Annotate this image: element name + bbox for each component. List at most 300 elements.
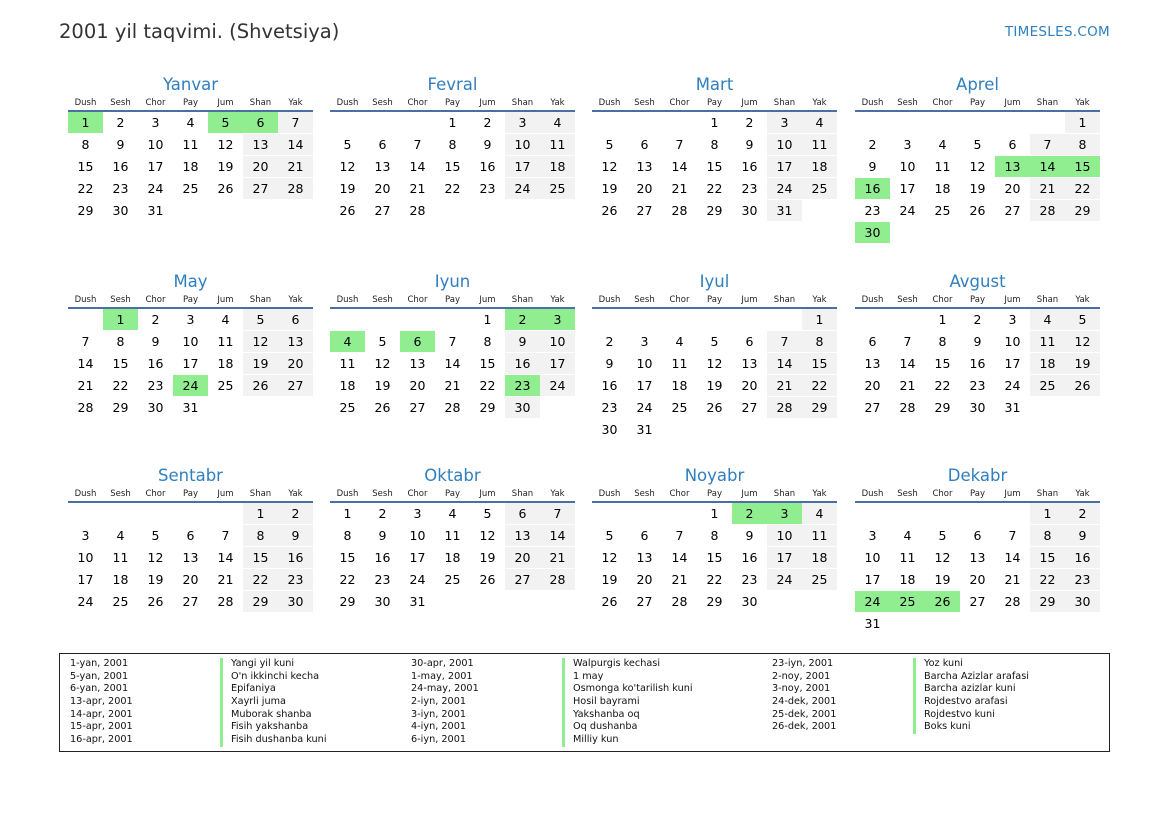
day-cell: 28 bbox=[662, 591, 697, 613]
day-cell: 16 bbox=[138, 353, 173, 375]
weekday-label: Sesh bbox=[634, 489, 655, 499]
weekday-label: Sesh bbox=[372, 98, 393, 108]
day-cell: 24 bbox=[890, 200, 925, 222]
holiday-name: Barcha azizlar kuni bbox=[913, 683, 1029, 696]
weekend-day-cell: 10 bbox=[540, 331, 575, 353]
weekend-day-cell: 23 bbox=[278, 569, 313, 591]
weekend-day-cell: 1 bbox=[1065, 112, 1100, 134]
day-cell: 15 bbox=[330, 547, 365, 569]
empty-cell bbox=[890, 503, 925, 525]
day-cell: 30 bbox=[592, 419, 627, 441]
day-cell: 30 bbox=[138, 397, 173, 419]
weekend-day-cell: 28 bbox=[1030, 200, 1065, 222]
day-cell: 13 bbox=[365, 156, 400, 178]
empty-cell bbox=[767, 309, 802, 331]
weekend-day-cell: 20 bbox=[278, 353, 313, 375]
day-cell: 27 bbox=[627, 200, 662, 222]
day-cell: 17 bbox=[68, 569, 103, 591]
day-cell: 6 bbox=[855, 331, 890, 353]
empty-cell bbox=[592, 112, 627, 134]
empty-cell bbox=[995, 112, 1030, 134]
weekday-label: Shan bbox=[773, 98, 796, 108]
day-cell: 4 bbox=[925, 134, 960, 156]
weekday-header bbox=[68, 487, 313, 503]
holiday-day-cell: 4 bbox=[330, 331, 365, 353]
weekday-label: Shan bbox=[249, 295, 272, 305]
weekend-day-cell: 28 bbox=[540, 569, 575, 591]
day-cell: 11 bbox=[103, 547, 138, 569]
day-cell: 28 bbox=[662, 200, 697, 222]
weekday-label: Chor bbox=[145, 489, 166, 499]
day-cell: 12 bbox=[592, 156, 627, 178]
weekday-label: Dush bbox=[861, 98, 884, 108]
weekend-day-cell: 29 bbox=[1065, 200, 1100, 222]
day-cell: 26 bbox=[960, 200, 995, 222]
weekend-day-cell: 21 bbox=[278, 156, 313, 178]
day-cell: 21 bbox=[995, 569, 1030, 591]
day-cell: 13 bbox=[173, 547, 208, 569]
weekend-day-cell: 7 bbox=[1030, 134, 1065, 156]
day-cell: 8 bbox=[697, 525, 732, 547]
weekday-label: Sesh bbox=[634, 98, 655, 108]
day-cell: 25 bbox=[330, 397, 365, 419]
weekend-day-cell: 4 bbox=[1030, 309, 1065, 331]
day-cell: 8 bbox=[330, 525, 365, 547]
weekday-label: Shan bbox=[1036, 489, 1059, 499]
empty-cell bbox=[732, 309, 767, 331]
weekend-day-cell: 27 bbox=[243, 178, 278, 200]
holiday-day-cell: 15 bbox=[1065, 156, 1100, 178]
day-cell: 21 bbox=[68, 375, 103, 397]
weekday-label: Shan bbox=[249, 489, 272, 499]
month-iyun bbox=[330, 272, 575, 419]
day-cell: 25 bbox=[103, 591, 138, 613]
day-cell: 5 bbox=[960, 134, 995, 156]
holiday-name: Epifaniya bbox=[220, 683, 327, 696]
day-cell: 14 bbox=[662, 156, 697, 178]
holiday-name: Fisih dushanba kuni bbox=[220, 734, 327, 747]
day-cell: 22 bbox=[697, 569, 732, 591]
day-cell: 5 bbox=[697, 331, 732, 353]
day-cell: 29 bbox=[697, 200, 732, 222]
empty-cell bbox=[400, 309, 435, 331]
day-cell: 7 bbox=[890, 331, 925, 353]
day-cell: 26 bbox=[365, 397, 400, 419]
day-cell: 12 bbox=[330, 156, 365, 178]
weekend-day-cell: 14 bbox=[540, 525, 575, 547]
day-cell: 2 bbox=[855, 134, 890, 156]
day-cell: 19 bbox=[330, 178, 365, 200]
day-cell: 31 bbox=[138, 200, 173, 222]
day-cell: 18 bbox=[208, 353, 243, 375]
day-cell: 26 bbox=[330, 200, 365, 222]
day-cell: 6 bbox=[995, 134, 1030, 156]
weekend-day-cell: 19 bbox=[1065, 353, 1100, 375]
weekend-day-cell: 7 bbox=[767, 331, 802, 353]
brand-link[interactable]: TIMESLES.COM bbox=[1004, 24, 1110, 40]
weekday-header bbox=[68, 293, 313, 309]
holiday-day-cell: 2 bbox=[505, 309, 540, 331]
day-grid bbox=[855, 309, 1100, 419]
day-cell: 20 bbox=[627, 178, 662, 200]
month-name: Fevral bbox=[427, 75, 478, 94]
day-cell: 31 bbox=[995, 397, 1030, 419]
day-cell: 27 bbox=[173, 591, 208, 613]
weekend-day-cell: 25 bbox=[1030, 375, 1065, 397]
weekend-day-cell: 9 bbox=[1065, 525, 1100, 547]
weekend-day-cell: 9 bbox=[278, 525, 313, 547]
day-cell: 20 bbox=[173, 569, 208, 591]
holiday-day-cell: 25 bbox=[890, 591, 925, 613]
day-cell: 10 bbox=[173, 331, 208, 353]
day-cell: 24 bbox=[400, 569, 435, 591]
day-cell: 12 bbox=[592, 547, 627, 569]
month-sentabr bbox=[68, 466, 313, 613]
day-cell: 22 bbox=[697, 178, 732, 200]
weekend-day-cell: 17 bbox=[505, 156, 540, 178]
month-name: Mart bbox=[695, 75, 734, 94]
empty-cell bbox=[365, 112, 400, 134]
holiday-day-cell: 3 bbox=[767, 503, 802, 525]
holiday-name: Milliy kun bbox=[562, 734, 693, 747]
empty-cell bbox=[662, 309, 697, 331]
day-cell: 16 bbox=[732, 156, 767, 178]
holiday-date: 16-apr, 2001 bbox=[70, 734, 133, 746]
holiday-date: 23-iyn, 2001 bbox=[772, 658, 834, 669]
weekend-day-cell: 3 bbox=[505, 112, 540, 134]
day-cell: 3 bbox=[138, 112, 173, 134]
weekday-header bbox=[330, 96, 575, 112]
day-cell: 8 bbox=[697, 134, 732, 156]
empty-cell bbox=[890, 309, 925, 331]
weekday-label: Sesh bbox=[110, 98, 131, 108]
day-cell: 6 bbox=[627, 134, 662, 156]
legend-date-column bbox=[70, 658, 133, 747]
day-grid bbox=[855, 112, 1100, 244]
day-cell: 3 bbox=[995, 309, 1030, 331]
day-cell: 6 bbox=[960, 525, 995, 547]
weekday-label: Dush bbox=[598, 98, 621, 108]
weekend-day-cell: 16 bbox=[1065, 547, 1100, 569]
empty-cell bbox=[173, 503, 208, 525]
day-cell: 1 bbox=[470, 309, 505, 331]
weekday-label: Shan bbox=[511, 98, 534, 108]
day-cell: 5 bbox=[592, 134, 627, 156]
day-cell: 3 bbox=[855, 525, 890, 547]
weekday-header bbox=[592, 487, 837, 503]
day-cell: 15 bbox=[103, 353, 138, 375]
day-cell: 8 bbox=[470, 331, 505, 353]
day-cell: 14 bbox=[890, 353, 925, 375]
page-title: 2001 yil taqvimi. (Shvetsiya) bbox=[59, 20, 340, 43]
weekend-day-cell: 21 bbox=[767, 375, 802, 397]
weekend-day-cell: 8 bbox=[1065, 134, 1100, 156]
weekday-label: Sesh bbox=[897, 295, 918, 305]
day-cell: 18 bbox=[662, 375, 697, 397]
day-cell: 3 bbox=[627, 331, 662, 353]
day-cell: 1 bbox=[330, 503, 365, 525]
weekday-label: Yak bbox=[550, 98, 565, 108]
day-cell: 11 bbox=[208, 331, 243, 353]
holiday-name: Rojdestvo kuni bbox=[913, 709, 1029, 722]
weekday-header bbox=[592, 293, 837, 309]
weekday-label: Yak bbox=[812, 98, 827, 108]
day-cell: 28 bbox=[890, 397, 925, 419]
weekend-day-cell: 21 bbox=[1030, 178, 1065, 200]
weekend-day-cell: 30 bbox=[505, 397, 540, 419]
weekend-day-cell: 7 bbox=[278, 112, 313, 134]
day-cell: 11 bbox=[330, 353, 365, 375]
holiday-day-cell: 1 bbox=[103, 309, 138, 331]
day-cell: 18 bbox=[330, 375, 365, 397]
day-cell: 9 bbox=[470, 134, 505, 156]
weekday-label: Dush bbox=[598, 295, 621, 305]
day-cell: 18 bbox=[173, 156, 208, 178]
holiday-date: 24-may, 2001 bbox=[411, 683, 479, 695]
weekday-label: Pay bbox=[970, 98, 985, 108]
holiday-date: 3-noy, 2001 bbox=[772, 683, 831, 695]
month-noyabr bbox=[592, 466, 837, 613]
weekend-day-cell: 30 bbox=[1065, 591, 1100, 613]
day-cell: 30 bbox=[103, 200, 138, 222]
day-cell: 5 bbox=[592, 525, 627, 547]
day-cell: 6 bbox=[627, 525, 662, 547]
weekday-label: Dush bbox=[861, 489, 884, 499]
weekday-label: Chor bbox=[407, 295, 428, 305]
empty-cell bbox=[138, 503, 173, 525]
day-cell: 9 bbox=[732, 134, 767, 156]
empty-cell bbox=[592, 309, 627, 331]
weekend-day-cell: 16 bbox=[278, 547, 313, 569]
day-cell: 19 bbox=[592, 178, 627, 200]
day-cell: 20 bbox=[855, 375, 890, 397]
weekday-label: Pay bbox=[707, 489, 722, 499]
day-cell: 19 bbox=[592, 569, 627, 591]
holiday-day-cell: 13 bbox=[995, 156, 1030, 178]
day-cell: 23 bbox=[365, 569, 400, 591]
day-cell: 4 bbox=[890, 525, 925, 547]
weekday-label: Dush bbox=[336, 489, 359, 499]
day-cell: 7 bbox=[995, 525, 1030, 547]
weekend-day-cell: 11 bbox=[802, 134, 837, 156]
weekend-day-cell: 8 bbox=[802, 331, 837, 353]
day-cell: 12 bbox=[960, 156, 995, 178]
day-cell: 9 bbox=[103, 134, 138, 156]
day-cell: 15 bbox=[697, 156, 732, 178]
day-grid bbox=[592, 112, 837, 222]
weekend-day-cell: 16 bbox=[505, 353, 540, 375]
day-cell: 10 bbox=[68, 547, 103, 569]
day-cell: 13 bbox=[855, 353, 890, 375]
weekend-day-cell: 18 bbox=[540, 156, 575, 178]
legend-name-column bbox=[562, 658, 693, 747]
weekday-label: Pay bbox=[183, 489, 198, 499]
weekday-label: Chor bbox=[932, 98, 953, 108]
weekend-day-cell: 24 bbox=[540, 375, 575, 397]
legend-date-column bbox=[411, 658, 479, 747]
day-cell: 20 bbox=[400, 375, 435, 397]
weekday-label: Shan bbox=[511, 489, 534, 499]
day-cell: 21 bbox=[890, 375, 925, 397]
weekday-label: Dush bbox=[74, 98, 97, 108]
weekend-day-cell: 24 bbox=[505, 178, 540, 200]
holiday-name: Rojdestvo arafasi bbox=[913, 696, 1029, 709]
day-cell: 17 bbox=[138, 156, 173, 178]
day-cell: 5 bbox=[330, 134, 365, 156]
day-cell: 23 bbox=[592, 397, 627, 419]
day-cell: 21 bbox=[208, 569, 243, 591]
weekday-label: Pay bbox=[445, 295, 460, 305]
day-cell: 26 bbox=[592, 591, 627, 613]
day-cell: 10 bbox=[138, 134, 173, 156]
day-cell: 7 bbox=[400, 134, 435, 156]
weekday-header bbox=[330, 487, 575, 503]
day-cell: 14 bbox=[435, 353, 470, 375]
day-cell: 19 bbox=[138, 569, 173, 591]
empty-cell bbox=[1030, 112, 1065, 134]
holiday-date: 25-dek, 2001 bbox=[772, 708, 837, 720]
day-cell: 19 bbox=[697, 375, 732, 397]
weekday-label: Yak bbox=[550, 295, 565, 305]
day-cell: 8 bbox=[435, 134, 470, 156]
weekday-label: Jum bbox=[741, 489, 758, 499]
weekday-label: Chor bbox=[145, 295, 166, 305]
day-cell: 31 bbox=[400, 591, 435, 613]
weekday-label: Dush bbox=[74, 489, 97, 499]
weekday-label: Pay bbox=[707, 98, 722, 108]
day-cell: 13 bbox=[627, 156, 662, 178]
day-cell: 27 bbox=[400, 397, 435, 419]
month-name: Iyun bbox=[434, 272, 471, 291]
weekend-day-cell: 27 bbox=[505, 569, 540, 591]
holiday-name: Oq dushanba bbox=[562, 721, 693, 734]
day-cell: 14 bbox=[400, 156, 435, 178]
holiday-day-cell: 5 bbox=[208, 112, 243, 134]
day-cell: 29 bbox=[925, 397, 960, 419]
weekday-label: Dush bbox=[74, 295, 97, 305]
day-cell: 10 bbox=[400, 525, 435, 547]
day-cell: 14 bbox=[662, 547, 697, 569]
day-cell: 19 bbox=[470, 547, 505, 569]
weekend-day-cell: 20 bbox=[243, 156, 278, 178]
holiday-day-cell: 24 bbox=[173, 375, 208, 397]
holiday-legend bbox=[59, 653, 1110, 752]
weekend-day-cell: 5 bbox=[243, 309, 278, 331]
weekday-label: Pay bbox=[183, 98, 198, 108]
holiday-day-cell: 23 bbox=[505, 375, 540, 397]
day-cell: 24 bbox=[995, 375, 1030, 397]
holiday-name: 1 may bbox=[562, 671, 693, 684]
empty-cell bbox=[592, 503, 627, 525]
month-name: Aprel bbox=[956, 75, 999, 94]
day-cell: 11 bbox=[435, 525, 470, 547]
weekday-label: Shan bbox=[773, 489, 796, 499]
weekend-day-cell: 29 bbox=[802, 397, 837, 419]
day-grid bbox=[68, 309, 313, 419]
day-cell: 4 bbox=[662, 331, 697, 353]
weekday-label: Jum bbox=[741, 295, 758, 305]
weekday-label: Yak bbox=[812, 489, 827, 499]
day-cell: 24 bbox=[68, 591, 103, 613]
holiday-date: 2-noy, 2001 bbox=[772, 670, 831, 682]
day-cell: 31 bbox=[855, 613, 890, 635]
day-cell: 4 bbox=[173, 112, 208, 134]
weekend-day-cell: 17 bbox=[540, 353, 575, 375]
day-cell: 16 bbox=[960, 353, 995, 375]
day-cell: 17 bbox=[995, 353, 1030, 375]
day-cell: 28 bbox=[995, 591, 1030, 613]
empty-cell bbox=[627, 309, 662, 331]
weekday-label: Pay bbox=[970, 295, 985, 305]
holiday-date: 2-iyn, 2001 bbox=[411, 696, 467, 708]
month-dekabr bbox=[855, 466, 1100, 635]
day-cell: 13 bbox=[627, 547, 662, 569]
day-cell: 9 bbox=[732, 525, 767, 547]
day-cell: 23 bbox=[732, 178, 767, 200]
weekday-label: Chor bbox=[145, 98, 166, 108]
weekend-day-cell: 3 bbox=[767, 112, 802, 134]
month-mart bbox=[592, 75, 837, 222]
holiday-date: 3-iyn, 2001 bbox=[411, 708, 467, 720]
day-cell: 11 bbox=[173, 134, 208, 156]
weekday-label: Jum bbox=[217, 295, 234, 305]
month-name: Avgust bbox=[949, 272, 1006, 291]
day-cell: 25 bbox=[173, 178, 208, 200]
weekday-label: Yak bbox=[288, 98, 303, 108]
empty-cell bbox=[208, 503, 243, 525]
holiday-day-cell: 3 bbox=[540, 309, 575, 331]
weekday-label: Pay bbox=[183, 295, 198, 305]
day-cell: 23 bbox=[103, 178, 138, 200]
weekend-day-cell: 25 bbox=[540, 178, 575, 200]
day-cell: 23 bbox=[138, 375, 173, 397]
weekend-day-cell: 22 bbox=[802, 375, 837, 397]
holiday-name: Muborak shanba bbox=[220, 709, 327, 722]
weekend-day-cell: 23 bbox=[1065, 569, 1100, 591]
day-cell: 27 bbox=[627, 591, 662, 613]
weekday-label: Chor bbox=[407, 489, 428, 499]
weekend-day-cell: 22 bbox=[1030, 569, 1065, 591]
day-cell: 3 bbox=[890, 134, 925, 156]
weekday-header bbox=[330, 293, 575, 309]
weekday-label: Sesh bbox=[897, 489, 918, 499]
weekday-label: Chor bbox=[669, 98, 690, 108]
weekday-label: Yak bbox=[1075, 295, 1090, 305]
weekday-label: Sesh bbox=[897, 98, 918, 108]
day-cell: 12 bbox=[208, 134, 243, 156]
day-cell: 6 bbox=[173, 525, 208, 547]
day-cell: 24 bbox=[627, 397, 662, 419]
weekday-label: Yak bbox=[288, 295, 303, 305]
day-cell: 10 bbox=[995, 331, 1030, 353]
weekend-day-cell: 25 bbox=[802, 569, 837, 591]
day-grid bbox=[592, 503, 837, 613]
weekday-label: Dush bbox=[598, 489, 621, 499]
weekend-day-cell: 1 bbox=[802, 309, 837, 331]
empty-cell bbox=[960, 112, 995, 134]
empty-cell bbox=[330, 309, 365, 331]
weekday-header bbox=[855, 96, 1100, 112]
day-cell: 8 bbox=[925, 331, 960, 353]
empty-cell bbox=[627, 503, 662, 525]
day-grid bbox=[330, 112, 575, 222]
empty-cell bbox=[855, 503, 890, 525]
weekend-day-cell: 2 bbox=[278, 503, 313, 525]
holiday-day-cell: 14 bbox=[1030, 156, 1065, 178]
day-cell: 5 bbox=[925, 525, 960, 547]
day-cell: 1 bbox=[697, 112, 732, 134]
weekend-day-cell: 15 bbox=[802, 353, 837, 375]
